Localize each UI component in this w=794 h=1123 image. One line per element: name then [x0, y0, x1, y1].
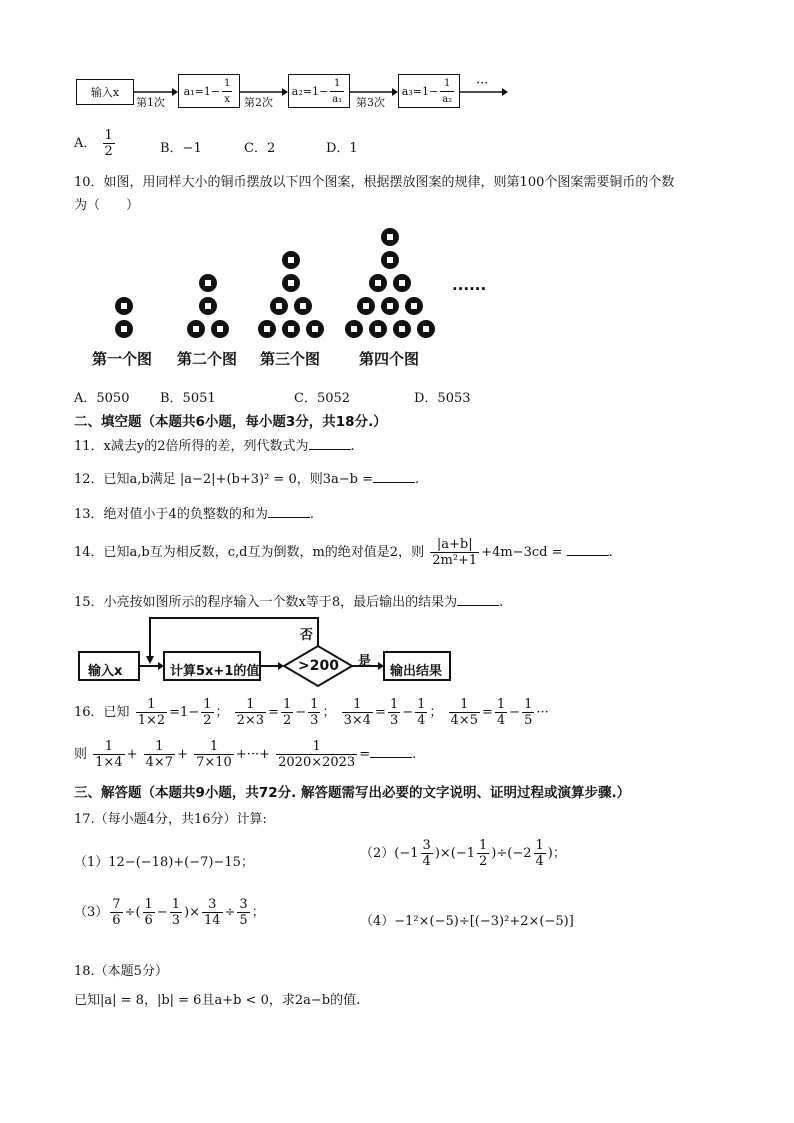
coin: [282, 274, 300, 292]
coin: [381, 251, 399, 269]
q10-text-1: 10．如图，用同样大小的铜币摆放以下四个图案，根据摆放图案的规律，则第100个图案需要铜币的个数: [74, 175, 675, 190]
step-label-1: 第1次: [136, 96, 165, 109]
fig-label-1: 第一个图: [92, 350, 153, 368]
coin: [381, 228, 399, 246]
coin: [270, 297, 288, 315]
coin-dots: ......: [452, 276, 487, 294]
q17-part3: （3） $\frac{7}{6}$ ÷( $\frac{1}{6}$ − $\frac{1}{3}$ )× $\frac{3}{14}$ ÷ $\frac{3}{5}$ ；: [74, 897, 265, 928]
fig-label-3: 第三个图: [260, 350, 321, 368]
q10-text-2: 为（ ）: [74, 198, 140, 213]
q12: 12．已知a,b满足 |a−2|+(b+3)² = 0，则3a−b = .: [74, 472, 420, 487]
flow-input-box: 输入x: [76, 79, 134, 105]
flow15-lines: [78, 612, 458, 694]
coin: [282, 251, 300, 269]
q16-given: 16．已知 $\frac{1}{1\times 2}$ =1− $\frac{1}{2}$ ； $\frac{1}{2\times 3}$ = $\frac{1}{2}$ − $\frac{1}{3}$ ； $\frac{1}{3\times 4}$ = $\frac{1}{3}$ − $\frac{1}{4}$ ； $\frac{1}{4\times 5}$ = $\frac{1}{4}$ − $\frac{1}{5}$ ···: [74, 697, 549, 728]
coin: [393, 320, 411, 338]
flow15-input: 输入x: [88, 664, 123, 679]
coin: [357, 297, 375, 315]
q18-title: 18.（本题5分）: [74, 964, 168, 979]
q18-text: 已知|a| = 8，|b| = 6且a+b < 0，求2a−b的值.: [74, 993, 361, 1008]
q13: 13．绝对值小于4的负整数的和为 .: [74, 507, 314, 522]
coin: [282, 320, 300, 338]
coin: [369, 274, 387, 292]
option-b: B．−1: [160, 141, 202, 156]
fig-label-4: 第四个图: [359, 350, 420, 368]
coin: [306, 320, 324, 338]
coin: [199, 297, 217, 315]
q17-part2: （2）(−1 $\frac{3}{4}$ )×(−1 $\frac{1}{2}$ )÷(−2 $\frac{1}{4}$ )；: [360, 838, 566, 869]
coin: [294, 297, 312, 315]
fig-label-2: 第二个图: [177, 350, 238, 368]
coin: [417, 320, 435, 338]
q10-option-d: D．5053: [414, 391, 471, 406]
flow-dots: ···: [476, 76, 489, 91]
flow-box-a1: a₁=1− $\frac{1}{x}$: [178, 74, 240, 108]
q10-option-b: B．5051: [160, 391, 216, 406]
q10-option-c: C．5052: [294, 391, 351, 406]
flow-box-a2: a₂=1− $\frac{1}{\text{a₁}}$: [288, 74, 350, 108]
coin: [381, 297, 399, 315]
q17-part4: （4）−1²×(−5)÷[(−3)²+2×(−5)]: [360, 914, 574, 929]
coin: [258, 320, 276, 338]
section-3-heading: 三、解答题（本题共9小题，共72分. 解答题需写出必要的文字说明、证明过程或演算步骤.）: [74, 785, 631, 801]
coin: [211, 320, 229, 338]
flow-box-a3: a₃=1− $\frac{1}{\text{a₂}}$: [398, 74, 460, 108]
coin: [345, 320, 363, 338]
flow15-no: 否: [300, 628, 314, 643]
option-c: C．2: [244, 141, 276, 156]
step-label-2: 第2次: [244, 96, 273, 109]
coin: [199, 274, 217, 292]
coin: [115, 297, 133, 315]
section-2-heading: 二、填空题（本题共6小题，每小题3分，共18分.）: [74, 414, 387, 430]
flow15-yes: 是: [358, 654, 372, 669]
q15: 15．小亮按如图所示的程序输入一个数x等于8，最后输出的结果为 .: [74, 595, 504, 610]
q17-title: 17.（每小题4分，共16分）计算:: [74, 812, 267, 827]
step-label-3: 第3次: [356, 96, 385, 109]
coin: [115, 320, 133, 338]
q16-then: 则 $\frac{1}{1\times 4}$ + $\frac{1}{4\times 7}$ + $\frac{1}{7\times 10}$ +···+ $\frac{1}{2020\times 2023}$ = .: [74, 739, 417, 770]
q17-part1: （1）12−(−18)+(−7)−15；: [74, 855, 254, 870]
option-d: D．1: [326, 141, 358, 156]
q14: 14．已知a,b互为相反数，c,d互为倒数，m的绝对值是2，则 $\frac{|a+b|}{\text{2m²+1}}$ +4m−3cd = .: [74, 537, 613, 568]
coin: [369, 320, 387, 338]
coin: [393, 274, 411, 292]
flow15-output: 输出结果: [390, 664, 443, 679]
flow15-cond: >200: [298, 658, 339, 674]
q10-option-a: A．5050: [74, 391, 130, 406]
coin: [405, 297, 423, 315]
coin: [187, 320, 205, 338]
flow15-calc: 计算5x+1的值: [170, 664, 260, 679]
option-a: A． $\frac{1}{2}$: [74, 128, 113, 159]
q11: 11．x减去y的2倍所得的差，列代数式为 .: [74, 439, 355, 454]
